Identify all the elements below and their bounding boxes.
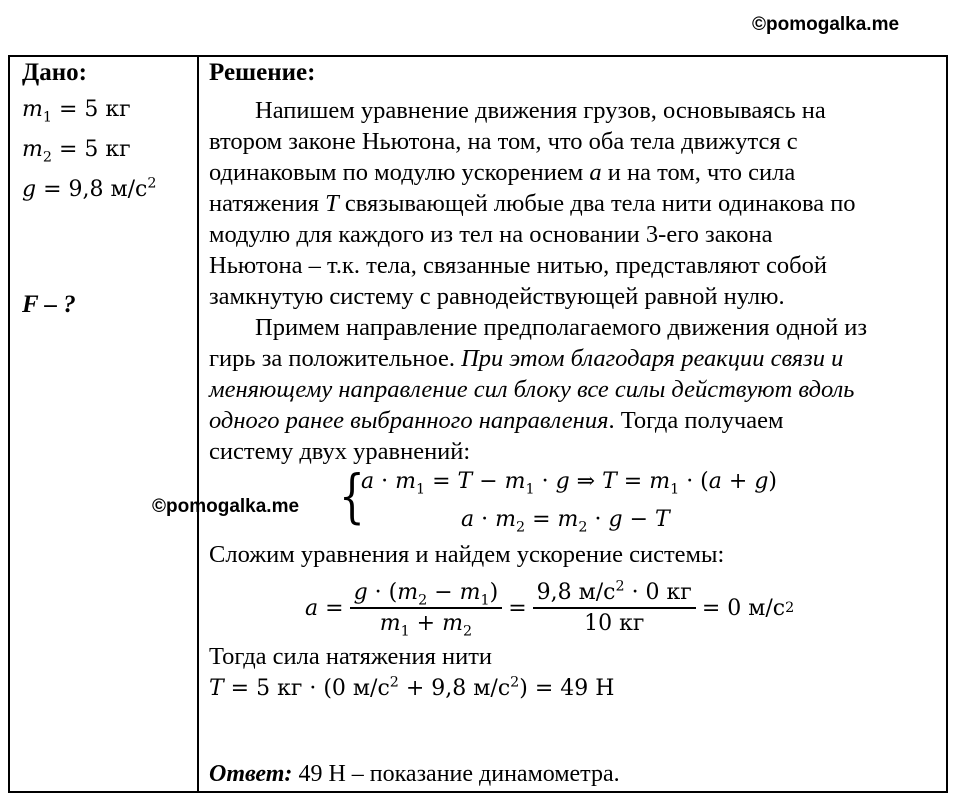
sum-text: Сложим уравнения и найдем ускорение системы: [209,541,725,568]
answer [209,761,620,788]
given-m2: $m_2 = 5$ кг [22,137,131,166]
paragraph-2 [209,312,939,467]
p1-line-7: замкнутую систему с равнодействующей равной нулю. [209,283,785,310]
p1-line-1: Напишем уравнение движения грузов, основываясь на [255,97,826,124]
given-m1-value: 5 кг [84,97,131,122]
p2-line-3: меняющему направление сил блоку все силы действуют вдоль [209,376,855,403]
given-g: g = 9,8 $м/с^2$ [22,175,157,202]
p2-line-2: гирь за положительное. При этом благодаря реакции связи и [209,345,844,372]
given-column [9,56,198,792]
answer-text: 49 Н – показание динамометра. [292,761,620,787]
given-m2-value: 5 кг [84,137,131,162]
equation-system [339,462,809,537]
p2-line-1: Примем направление предполагаемого движения одной из [255,314,868,341]
p1-line-3: одинаковым по модулю ускорением a и на том, что сила [209,159,796,186]
given-g-value: 9,8 м/с [68,177,148,202]
watermark-top: ©pomogalka.me [752,14,900,35]
answer-label: Ответ: [209,761,293,787]
p2-line-4: одного ранее выбранного направления. Тогда получаем [209,407,784,434]
fraction-numeric: $\frac{9,8 м/с^2 \cdot 0 кг}{10 кг}$ [533,580,696,636]
given-header: Дано: [22,59,87,86]
watermark-middle: ©pomogalka.me [152,496,300,517]
p1-line-4: натяжения T связывающей любые два тела нити одинакова по [209,190,856,217]
equation-2: $a \cdot m_2 = m_2 \cdot g - T$ [461,507,670,536]
tension-formula: T = 5 кг · (0 $м/с^2 + 9,8$ $м/с^2) = 49$ Н [209,674,615,701]
solution-column [198,56,947,792]
equation-1: $a \cdot m_1 = T - m_1 \cdot g$ ⇒ $T = m_1 \cdot (a + g)$ [361,469,777,498]
p2-line-5: систему двух уравнений: [209,438,471,465]
p1-line-6: Ньютона – т.к. тела, связанные нитью, представляют собой [209,252,827,279]
p1-line-2: втором законе Ньютона, на том, что оба тела движутся с [209,128,798,155]
fraction-symbolic: $\frac{g \cdot (m_2 - m_1)}{m_1 + m_2}$ [350,580,503,636]
acceleration-formula: a = $\frac{g \cdot (m_2 - m_1)}{m_1 + m_2}$ = $\frac{9,8 м/с^2 \cdot 0 кг}{10 кг}$ = 0 м/с 2 [305,578,795,640]
find-label: F – ? [22,291,76,318]
system-brace: { [339,462,365,530]
solution-header: Решение: [209,59,316,86]
given-m1: $m_1 = 5$ кг [22,97,131,126]
tension-text: Тогда сила натяжения нити [209,643,493,670]
p1-line-5: модулю для каждого из тел на основании 3-его закона [209,221,773,248]
paragraph-1 [209,95,939,312]
solution-table [8,55,948,793]
